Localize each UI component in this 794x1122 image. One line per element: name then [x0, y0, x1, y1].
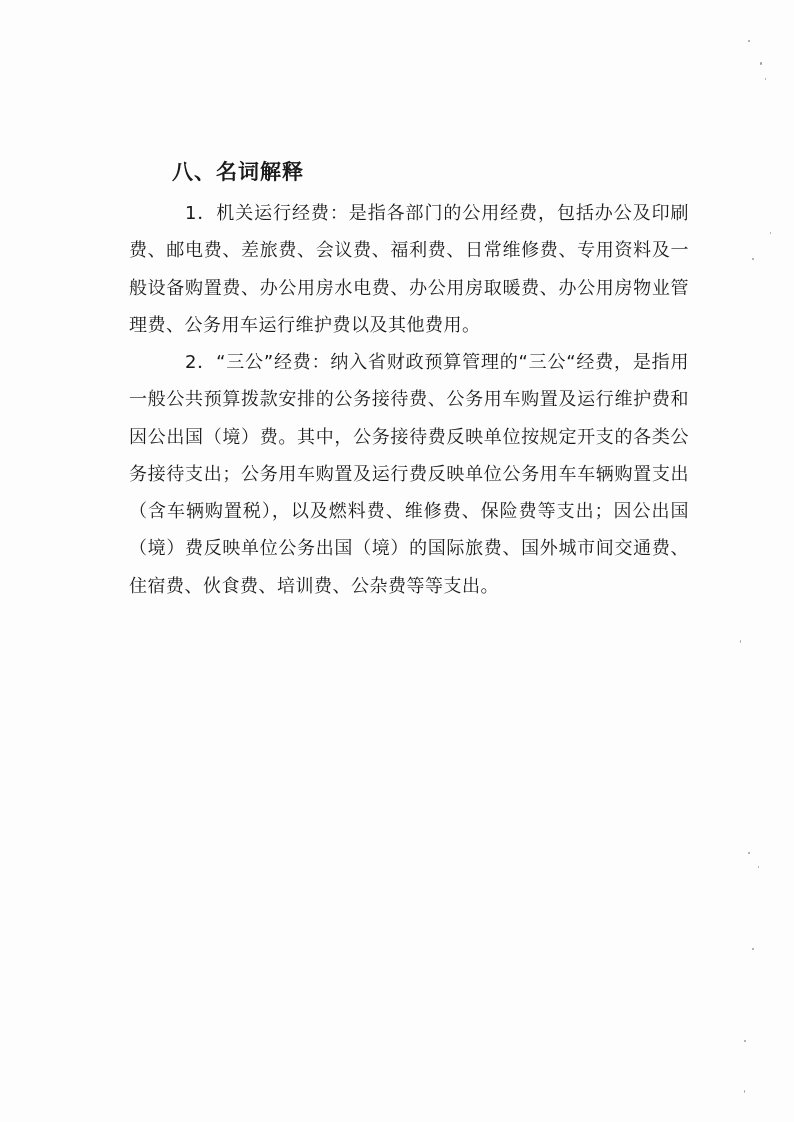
section-heading: 八、名词解释 [172, 160, 304, 184]
definition-paragraph-1: 1．机关运行经费：是指各部门的公用经费，包括办公及印刷费、邮电费、差旅费、会议费、福利费、日常维修费、专用资料及一般设备购置费、办公用房水电费、办公用房取暖费、办公用房物业管理费、公务用车运行维护费以及其他费用。 [129, 203, 689, 336]
definition-paragraph-2: 2．“三公”经费：纳入省财政预算管理的“三公“经费，是指用一般公共预算拨款安排的公务接待费、公务用车购置及运行维护费和因公出国（境）费。其中，公务接待费反映单位按规定开支的各类公务接待支出；公务用车购置及运行费反映单位公务用车车辆购置支出（含车辆购置税），以及燃料费、维修费、保险费等支出；因公出国（境）费反映单位公务出国（境）的国际旅费、国外城市间交通费、住宿费、伙食费、培训费、公杂费等等支出。 [129, 352, 689, 597]
